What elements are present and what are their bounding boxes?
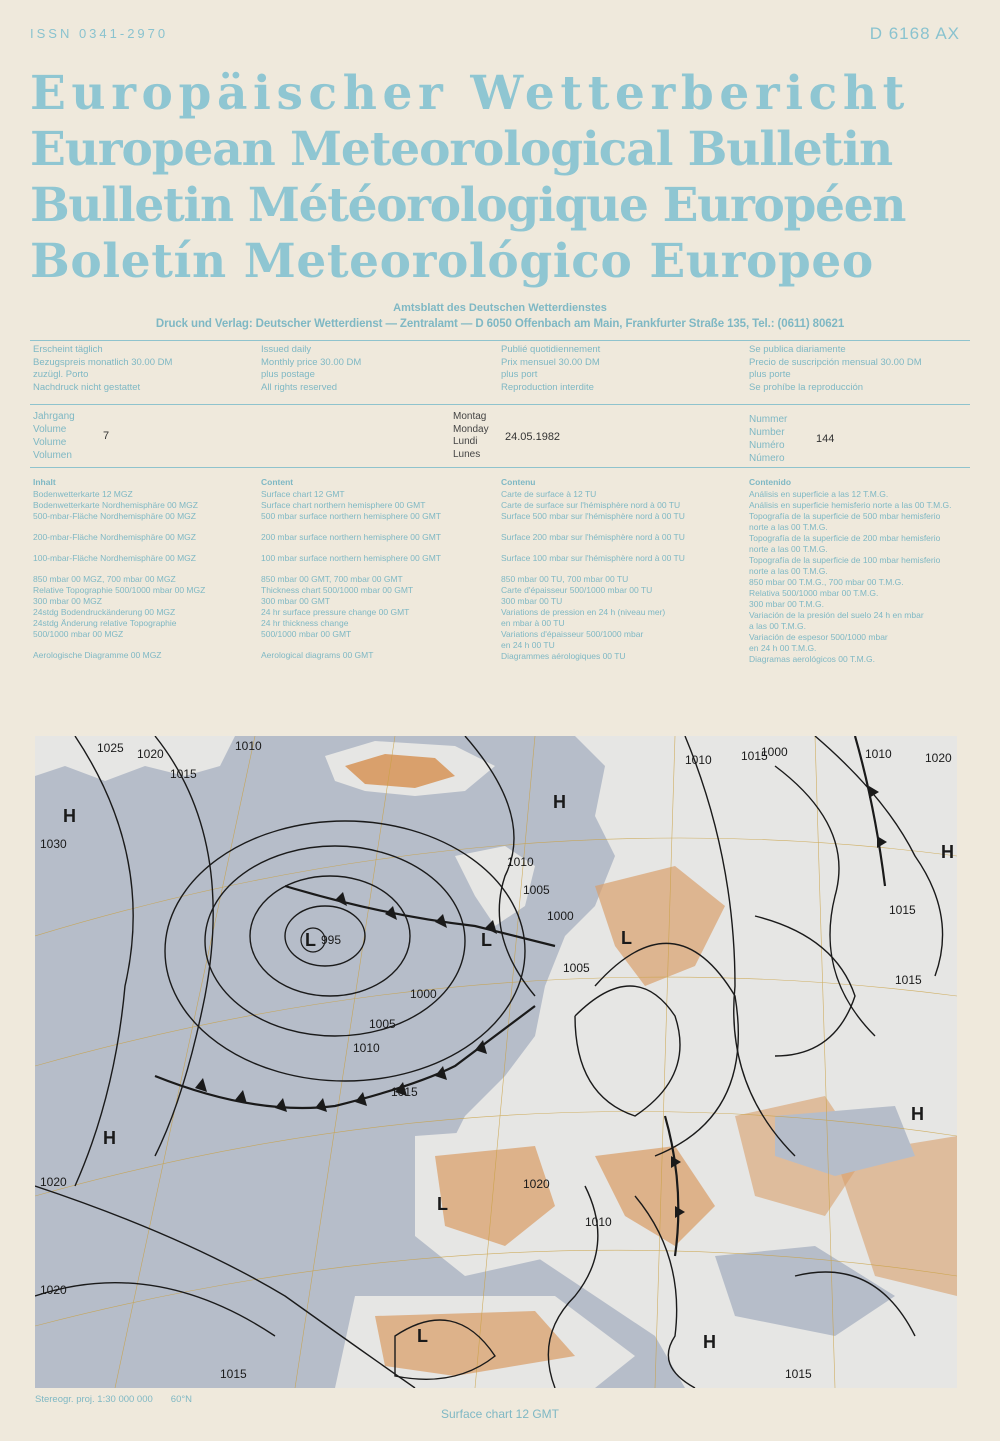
sub-line: plus porte — [749, 369, 791, 380]
contents-item: Carte de surface sur l'hémisphère nord à 00 TU — [501, 499, 681, 510]
isobar-label: 1010 — [685, 753, 712, 767]
isobar-label: 1015 — [170, 767, 197, 781]
title-german: Europäischer Wetterbericht — [30, 66, 910, 121]
volume-block — [33, 410, 963, 462]
title-french: Bulletin Météorologique Européen — [30, 178, 906, 233]
isobar-label: 1005 — [523, 883, 550, 897]
isobar-label: 1010 — [235, 739, 262, 753]
contents-item: Variations de pression en 24 h (niveau mer) — [501, 606, 666, 617]
contents-item: 200-mbar-Fläche Nordhemisphäre 00 MGZ — [33, 531, 196, 542]
isobar-label: 1005 — [563, 961, 590, 975]
number-label: Number — [749, 427, 785, 438]
publisher-line: Druck und Verlag: Deutscher Wetterdienst — Zentralamt — D 6050 Offenbach am Main, Frankfurter Straße 135, Tel.: (0611) 80621 — [155, 318, 845, 330]
isobar-label: 1020 — [40, 1175, 67, 1189]
contents-item: Surface 200 mbar sur l'hémisphère nord à 00 TU — [501, 531, 685, 542]
volume-label: Volume — [33, 424, 67, 435]
contents-item: Variación de la presión del suelo 24 h en mbar — [749, 609, 924, 620]
sub-line: Bezugspreis monatlich 30.00 DM — [33, 356, 173, 368]
isobar-label: 1000 — [410, 987, 437, 1001]
isobar-label: 1025 — [97, 741, 124, 755]
contents-item: 850 mbar 00 MGZ, 700 mbar 00 MGZ — [33, 573, 176, 584]
top-header — [30, 26, 960, 46]
contents-item: a las 00 T.M.G. — [749, 620, 807, 631]
contents-item: 300 mbar 00 GMT — [261, 595, 330, 606]
low-center: L — [437, 1194, 448, 1214]
high-center: H — [941, 842, 954, 862]
contents-item: Topografía de la superficie de 500 mbar hemisferio — [749, 510, 941, 521]
publication-code: D 6168 AX — [869, 24, 960, 43]
contents-heading: Contenu — [501, 477, 536, 487]
volume-label: Volumen — [33, 450, 72, 461]
low-center: L — [417, 1326, 428, 1346]
volume-label: Jahrgang — [33, 411, 75, 422]
surface-chart-map — [35, 736, 957, 1388]
contents-item: norte a las 00 T.M.G. — [749, 521, 828, 532]
isobar-label: 1000 — [547, 909, 574, 923]
weekday-label: Monday — [453, 423, 489, 435]
contents-item: Diagrammes aérologiques 00 TU — [501, 650, 626, 661]
divider — [30, 467, 970, 468]
contents-heading: Inhalt — [33, 477, 56, 487]
high-center: H — [703, 1332, 716, 1352]
contents-item: 500/1000 mbar 00 MGZ — [33, 628, 124, 639]
sub-line: Issued daily — [261, 344, 312, 355]
amtsblatt-line: Amtsblatt des Deutschen Wetterdienstes — [393, 302, 607, 314]
isobar-label: 1020 — [523, 1177, 550, 1191]
volume-labels — [33, 410, 75, 462]
contents-item: Thickness chart 500/1000 mbar 00 GMT — [261, 584, 414, 595]
sub-line: Monthly price 30.00 DM — [261, 356, 362, 368]
contents-item: 24stdg Bodendruckänderung 00 MGZ — [33, 606, 176, 617]
low-center: L — [621, 928, 632, 948]
isobar-label: 1015 — [391, 1085, 418, 1099]
weekday-labels — [453, 411, 489, 461]
map-svg — [35, 736, 957, 1388]
contents-item: 850 mbar 00 GMT, 700 mbar 00 GMT — [261, 573, 403, 584]
projection-note — [35, 1394, 192, 1405]
contents-item: 300 mbar 00 T.M.G. — [749, 598, 824, 609]
contents-item: norte a las 00 T.M.G. — [749, 543, 828, 554]
contents-item: 500/1000 mbar 00 GMT — [261, 628, 352, 639]
masthead-titles — [30, 66, 970, 290]
contents-item: en mbar à 00 TU — [501, 617, 565, 628]
contents-item: 850 mbar 00 T.M.G., 700 mbar 00 T.M.G. — [749, 576, 904, 587]
contents-item: Análisis en superficie a las 12 T.M.G. — [749, 488, 889, 499]
isobar-label: 1010 — [353, 1041, 380, 1055]
sub-line: Se publica diariamente — [749, 344, 846, 355]
latitude-text: 60°N — [170, 1394, 193, 1405]
low-center: L — [305, 930, 316, 950]
sub-line: Erscheint täglich — [33, 344, 103, 355]
contents-item: Carte de surface à 12 TU — [501, 488, 597, 499]
sub-line: Reproduction interdite — [501, 381, 594, 393]
contents-item: Variations d'épaisseur 500/1000 mbar — [501, 628, 644, 639]
sub-line: Nachdruck nicht gestattet — [33, 381, 141, 393]
title-spanish: Boletín Meteorológico Europeo — [30, 234, 874, 289]
contents-fr — [501, 476, 749, 675]
contents-item: Relativa 500/1000 mbar 00 T.M.G. — [749, 587, 879, 598]
contents-item: Surface 500 mbar sur l'hémisphère nord à 00 TU — [501, 510, 685, 521]
contents-item: Diagramas aerológicos 00 T.M.G. — [749, 653, 875, 664]
contents-item: 24 hr surface pressure change 00 GMT — [261, 606, 410, 617]
contents-item: norte a las 00 T.M.G. — [749, 565, 828, 576]
contents-item: Surface chart 12 GMT — [261, 488, 345, 499]
contents-item: Aerologische Diagramme 00 MGZ — [33, 649, 162, 660]
high-center: H — [553, 792, 566, 812]
map-caption: Surface chart 12 GMT — [440, 1407, 560, 1421]
contents-item: 300 mbar 00 MGZ — [33, 595, 102, 606]
contents-item: 300 mbar 00 TU — [501, 595, 563, 606]
sub-line: Prix mensuel 30.00 DM — [501, 356, 600, 368]
divider — [30, 340, 970, 341]
high-center: H — [103, 1128, 116, 1148]
high-center: H — [911, 1104, 924, 1124]
contents-item: 500-mbar-Fläche Nordhemisphäre 00 MGZ — [33, 510, 196, 521]
sub-line: zuzügl. Porto — [33, 369, 89, 380]
contents-item: Análisis en superficie hemisferio norte a las 00 T.M.G. — [749, 499, 952, 510]
contents-en — [261, 476, 501, 675]
contents-item: 200 mbar surface northern hemisphere 00 GMT — [261, 531, 442, 542]
sub-line: All rights reserved — [261, 381, 338, 393]
contents-item: Surface 100 mbar sur l'hémisphère nord à 00 TU — [501, 552, 685, 563]
weekday-label: Lundi — [453, 436, 478, 447]
contents-block — [33, 476, 963, 675]
contents-item: Surface chart northern hemisphere 00 GMT — [261, 499, 426, 510]
projection-text: Stereogr. proj. 1:30 000 000 — [35, 1394, 153, 1405]
isobar-label: 1015 — [785, 1367, 812, 1381]
subscription-en — [261, 344, 501, 394]
isobar-label: 1015 — [741, 749, 768, 763]
sub-line: Se prohíbe la reproducción — [749, 381, 864, 393]
contents-item: Topografía de la superficie de 200 mbar hemisferio — [749, 532, 941, 543]
sub-line: Publié quotidiennement — [501, 344, 601, 355]
subscription-info — [33, 344, 963, 394]
isobar-label: 1015 — [895, 973, 922, 987]
contents-item: 100-mbar-Fläche Nordhemisphäre 00 MGZ — [33, 552, 196, 563]
isobar-label: 1020 — [137, 747, 164, 761]
isobar-label: 1015 — [220, 1367, 247, 1381]
number-label: Nummer — [749, 414, 788, 425]
low-center: L — [481, 930, 492, 950]
isobar-label: 1020 — [925, 751, 952, 765]
title-english: European Meteorological Bulletin — [30, 122, 893, 177]
subscription-es — [749, 344, 963, 394]
sub-line: plus postage — [261, 369, 315, 380]
contents-heading: Contenido — [749, 477, 792, 487]
contents-item: 500 mbar surface northern hemisphere 00 GMT — [261, 510, 442, 521]
isobar-label: 1015 — [889, 903, 916, 917]
isobar-label: 1030 — [40, 837, 67, 851]
volume-label: Volume — [33, 437, 67, 448]
weekday-label: Montag — [453, 411, 487, 422]
contents-item: 24stdg Änderung relative Topographie — [33, 617, 177, 628]
contents-item: Relative Topographie 500/1000 mbar 00 MGZ — [33, 584, 206, 595]
contents-item: 100 mbar surface northern hemisphere 00 GMT — [261, 552, 442, 563]
contents-item: Carte d'épaisseur 500/1000 mbar 00 TU — [501, 584, 653, 595]
sub-line: Precio de suscripción mensual 30.00 DM — [749, 356, 922, 368]
isobar-label: 995 — [321, 933, 342, 947]
isobar-label: 1010 — [865, 747, 892, 761]
contents-item: Bodenwetterkarte Nordhemisphäre 00 MGZ — [33, 499, 198, 510]
volume-value: 7 — [103, 430, 110, 442]
contents-item: Bodenwetterkarte 12 MGZ — [33, 488, 133, 499]
number-label: Número — [749, 453, 785, 464]
contents-item: 24 hr thickness change — [261, 617, 349, 628]
subscription-fr — [501, 344, 749, 394]
number-labels — [749, 413, 787, 465]
contents-es — [749, 476, 963, 675]
contents-de — [33, 476, 261, 675]
contents-item: en 24 h 00 T.M.G. — [749, 642, 817, 653]
contents-item: Topografía de la superficie de 100 mbar hemisferio — [749, 554, 941, 565]
isobar-label: 1000 — [761, 745, 788, 759]
divider — [30, 404, 970, 405]
issue-date: 24.05.1982 — [505, 431, 561, 443]
weekday-label: Lunes — [453, 448, 481, 460]
subscription-de — [33, 344, 261, 394]
issue-number: 144 — [816, 433, 835, 445]
contents-item: Aerological diagrams 00 GMT — [261, 649, 374, 660]
isobar-label: 1010 — [507, 855, 534, 869]
sub-line: plus port — [501, 369, 538, 380]
number-label: Numéro — [749, 440, 785, 451]
contents-item: Variación de espesor 500/1000 mbar — [749, 631, 888, 642]
isobar-label: 1020 — [40, 1283, 67, 1297]
isobar-label: 1010 — [585, 1215, 612, 1229]
contents-heading: Content — [261, 477, 294, 487]
contents-item: en 24 h 00 TU — [501, 639, 555, 650]
isobar-label: 1005 — [369, 1017, 396, 1031]
issn: ISSN 0341-2970 — [30, 26, 169, 41]
contents-item: 850 mbar 00 TU, 700 mbar 00 TU — [501, 573, 629, 584]
high-center: H — [63, 806, 76, 826]
